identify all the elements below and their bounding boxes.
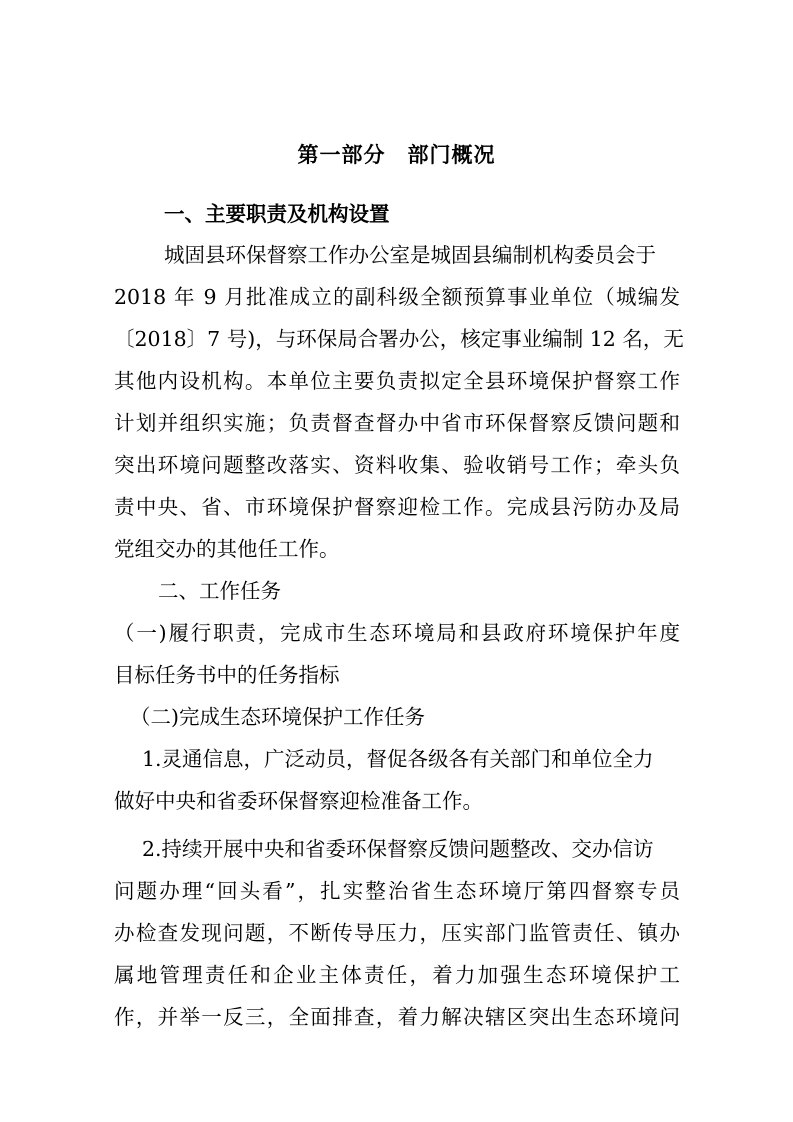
paragraph-line: 党组交办的其他任工作。: [114, 537, 340, 561]
section-heading-tasks: 二、工作任务: [158, 579, 281, 603]
task-point-line: 作，并举一反三，全面排查，着力解决辖区突出生态环境问: [114, 1005, 680, 1029]
task-point-line: 1.灵通信息，广泛动员，督促各级各有关部门和单位全力: [142, 747, 654, 771]
section-heading-duties: 一、主要职责及机构设置: [164, 202, 390, 226]
task-point-line: 2.持续开展中央和省委环保督察反馈问题整改、交办信访: [142, 837, 654, 861]
task-item-line: （一)履行职责，完成市生态环境局和县政府环境保护年度: [114, 621, 680, 645]
paragraph-line: 〔2018〕7 号)，与环保局合署办公，核定事业编制 12 名，无: [114, 327, 684, 351]
task-item-line: 目标任务书中的任务指标: [114, 663, 340, 687]
task-point-line: 办检查发现问题，不断传导压力，压实部门监管责任、镇办: [114, 921, 680, 945]
paragraph-line: 其他内设机构。本单位主要负责拟定全县环境保护督察工作: [114, 369, 680, 393]
task-point-line: 问题办理“回头看”，扎实整治省生态环境厅第四督察专员: [114, 879, 680, 903]
task-point-line: 做好中央和省委环保督察迎检准备工作。: [114, 789, 483, 813]
task-item-heading: （二)完成生态环境保护工作任务: [130, 705, 425, 729]
paragraph-line: 2018 年 9 月批准成立的副科级全额预算事业单位（城编发: [114, 285, 680, 309]
paragraph-line: 责中央、省、市环境保护督察迎检工作。完成县污防办及局: [114, 495, 680, 519]
paragraph-line: 计划并组织实施；负责督查督办中省市环保督察反馈问题和: [114, 411, 680, 435]
paragraph-line: 城固县环保督察工作办公室是城固县编制机构委员会于: [164, 243, 656, 267]
task-point-line: 属地管理责任和企业主体责任，着力加强生态环境保护工: [114, 963, 680, 987]
paragraph-line: 突出环境问题整改落实、资料收集、验收销号工作；牵头负: [114, 453, 680, 477]
document-title: 第一部分 部门概况: [297, 143, 496, 167]
